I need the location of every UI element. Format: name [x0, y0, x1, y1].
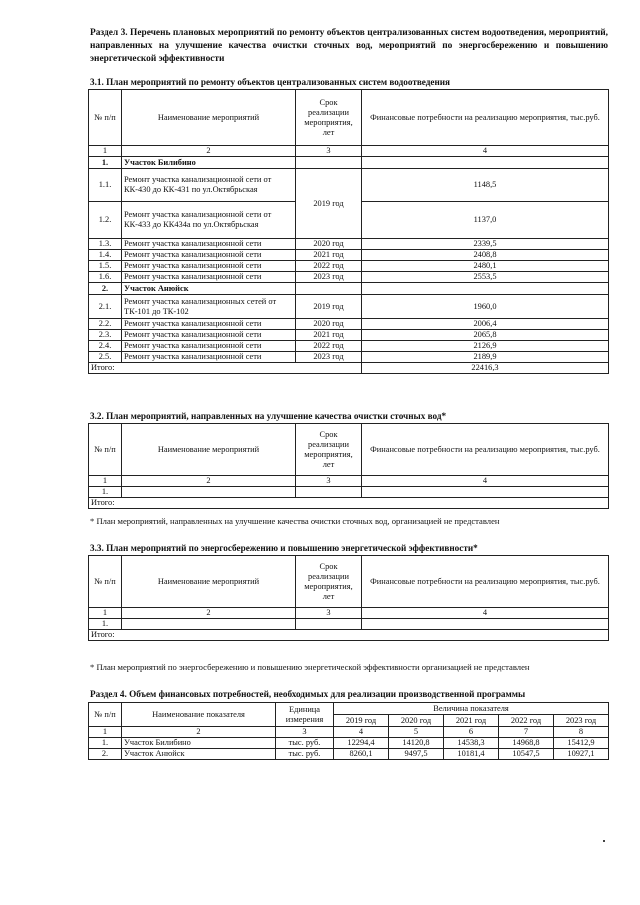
col-number: 2 — [122, 476, 296, 487]
total-label: Итого: — [89, 363, 362, 374]
row-name: Ремонт участка канализационной сети — [122, 330, 296, 341]
row-num: 2.1. — [89, 295, 122, 319]
total-row — [89, 498, 609, 509]
footnote-3-2: * План мероприятий, направленных на улучшение качества очистки сточных вод, организацией не представлен — [90, 516, 500, 526]
section-3-3-title: 3.3. План мероприятий по энергосбережению и повышению энергетической эффективности* — [90, 543, 478, 553]
row-year: 2021 год — [296, 250, 362, 261]
row-year: 2020 год — [296, 319, 362, 330]
row-value: 12294,4 — [334, 738, 389, 749]
header-term: Срок реализации мероприятия, лет — [296, 556, 362, 608]
row-num: 1. — [89, 487, 122, 498]
col-number: 2 — [122, 146, 296, 157]
row-sum: 2126,9 — [362, 341, 609, 352]
header-name: Наименование мероприятий — [122, 556, 296, 608]
group-name: Участок Анюйск — [122, 283, 296, 295]
table-row — [89, 250, 609, 261]
row-value: 14538,3 — [444, 738, 499, 749]
row-value: 10181,4 — [444, 749, 499, 760]
row-name: Ремонт участка канализационной сети от КК-433 до КК434а по ул.Октябрьская — [122, 202, 296, 239]
row-num: 1.2. — [89, 202, 122, 239]
col-number: 1 — [89, 608, 122, 619]
row-year: 2019 год — [296, 295, 362, 319]
col-number: 8 — [554, 727, 609, 738]
group-name: Участок Билибино — [122, 157, 296, 169]
table-row — [89, 319, 609, 330]
header-term: Срок реализации мероприятия, лет — [296, 424, 362, 476]
col-number: 4 — [362, 608, 609, 619]
header-indicator: Наименование показателя — [122, 703, 276, 727]
row-name: Ремонт участка канализационной сети — [122, 250, 296, 261]
row-value: 9497,5 — [389, 749, 444, 760]
row-year: 2022 год — [296, 341, 362, 352]
row-year: 2023 год — [296, 352, 362, 363]
section-3-2-title: 3.2. План мероприятий, направленных на улучшение качества очистки сточных вод* — [90, 411, 447, 421]
table-row — [89, 330, 609, 341]
row-num: 1.5. — [89, 261, 122, 272]
footnote-3-3: * План мероприятий по энергосбережению и повышению энергетической эффективности организацией не представлен — [90, 662, 530, 672]
table-3-1 — [88, 89, 609, 374]
table-row — [89, 272, 609, 283]
row-unit: тыс. руб. — [276, 749, 334, 760]
total-sum: 22416,3 — [362, 363, 609, 374]
section-3-1-title: 3.1. План мероприятий по ремонту объектов централизованных систем водоотведения — [90, 77, 451, 87]
col-number: 6 — [444, 727, 499, 738]
row-year: 2021 год — [296, 330, 362, 341]
group-row — [89, 157, 609, 169]
header-finance: Финансовые потребности на реализацию мероприятия, тыс.руб. — [362, 90, 609, 146]
row-sum: 2408,8 — [362, 250, 609, 261]
col-number: 4 — [362, 146, 609, 157]
row-value: 14120,8 — [389, 738, 444, 749]
row-sum: 2065,8 — [362, 330, 609, 341]
row-sum: 2006,4 — [362, 319, 609, 330]
row-year: 2023 год — [296, 272, 362, 283]
row-num: 2.2. — [89, 319, 122, 330]
row-name: Ремонт участка канализационной сети — [122, 261, 296, 272]
row-num: 1. — [89, 738, 122, 749]
col-number: 3 — [296, 146, 362, 157]
section-4-title: Раздел 4. Объем финансовых потребностей, необходимых для реализации производственной программы — [90, 689, 526, 699]
col-number: 4 — [334, 727, 389, 738]
header-num: № п/п — [89, 424, 122, 476]
row-name: Ремонт участка канализационных сетей от ТК-101 до ТК-102 — [122, 295, 296, 319]
row-num: 1. — [89, 619, 122, 630]
row-sum: 2339,5 — [362, 239, 609, 250]
row-name: Ремонт участка канализационной сети — [122, 272, 296, 283]
header-name: Наименование мероприятий — [122, 424, 296, 476]
header-year: 2022 год — [499, 715, 554, 727]
row-sum: 1960,0 — [362, 295, 609, 319]
col-number: 5 — [389, 727, 444, 738]
col-number: 2 — [122, 727, 276, 738]
col-number: 1 — [89, 476, 122, 487]
row-sum: 2553,5 — [362, 272, 609, 283]
total-label: Итого: — [89, 498, 609, 509]
row-name: Участок Билибино — [122, 738, 276, 749]
table-3-2 — [88, 423, 609, 509]
row-value: 10927,1 — [554, 749, 609, 760]
table-row — [89, 619, 609, 630]
table-row — [89, 487, 609, 498]
header-year: 2020 год — [389, 715, 444, 727]
row-num: 1.4. — [89, 250, 122, 261]
header-year: 2019 год — [334, 715, 389, 727]
col-number: 3 — [276, 727, 334, 738]
group-row — [89, 283, 609, 295]
row-num: 1. — [89, 157, 122, 169]
header-year: 2023 год — [554, 715, 609, 727]
table-row — [89, 261, 609, 272]
col-number: 1 — [89, 146, 122, 157]
row-value: 14968,8 — [499, 738, 554, 749]
col-number: 2 — [122, 608, 296, 619]
table-row — [89, 352, 609, 363]
header-num: № п/п — [89, 703, 122, 727]
header-value: Величина показателя — [334, 703, 609, 715]
header-term: Срок реализации мероприятия, лет — [296, 90, 362, 146]
header-year: 2021 год — [444, 715, 499, 727]
col-number: 3 — [296, 476, 362, 487]
row-name: Ремонт участка канализационной сети — [122, 341, 296, 352]
row-num: 1.3. — [89, 239, 122, 250]
table-row — [89, 239, 609, 250]
header-num: № п/п — [89, 90, 122, 146]
table-row — [89, 169, 609, 202]
row-num: 2.3. — [89, 330, 122, 341]
row-sum: 1137,0 — [362, 202, 609, 239]
row-num: 2. — [89, 749, 122, 760]
row-name: Ремонт участка канализационной сети — [122, 319, 296, 330]
col-number: 3 — [296, 608, 362, 619]
scan-speck — [603, 840, 605, 842]
row-year: 2022 год — [296, 261, 362, 272]
table-row — [89, 749, 609, 760]
row-num: 2.5. — [89, 352, 122, 363]
table-4 — [88, 702, 609, 760]
col-number: 1 — [89, 727, 122, 738]
row-year: 2019 год — [296, 169, 362, 239]
header-unit: Единица измерения — [276, 703, 334, 727]
row-value: 15412,9 — [554, 738, 609, 749]
row-name: Ремонт участка канализационной сети от КК-430 до КК-431 по ул.Октябрьская — [122, 169, 296, 202]
table-row — [89, 738, 609, 749]
header-num: № п/п — [89, 556, 122, 608]
row-sum: 1148,5 — [362, 169, 609, 202]
row-value: 10547,5 — [499, 749, 554, 760]
row-name: Ремонт участка канализационной сети — [122, 352, 296, 363]
row-sum: 2480,1 — [362, 261, 609, 272]
header-name: Наименование мероприятий — [122, 90, 296, 146]
table-row — [89, 341, 609, 352]
header-finance: Финансовые потребности на реализацию мероприятия, тыс.руб. — [362, 556, 609, 608]
col-number: 7 — [499, 727, 554, 738]
row-name: Ремонт участка канализационной сети — [122, 239, 296, 250]
row-sum: 2189,9 — [362, 352, 609, 363]
total-label: Итого: — [89, 630, 609, 641]
table-3-3 — [88, 555, 609, 641]
total-row — [89, 630, 609, 641]
row-num: 2. — [89, 283, 122, 295]
row-value: 8260,1 — [334, 749, 389, 760]
table-row — [89, 295, 609, 319]
row-unit: тыс. руб. — [276, 738, 334, 749]
row-num: 1.1. — [89, 169, 122, 202]
row-num: 1.6. — [89, 272, 122, 283]
row-num: 2.4. — [89, 341, 122, 352]
col-number: 4 — [362, 476, 609, 487]
total-row — [89, 363, 609, 374]
section-3-heading: Раздел 3. Перечень плановых мероприятий по ремонту объектов централизованных систем водоотведения, мероприятий, направленных на улучшение качества очистки сточных вод, мероприятий по энергосбережению и повышению энергетической эффективности — [90, 28, 608, 64]
header-finance: Финансовые потребности на реализацию мероприятия, тыс.руб. — [362, 424, 609, 476]
row-name: Участок Анюйск — [122, 749, 276, 760]
row-year: 2020 год — [296, 239, 362, 250]
